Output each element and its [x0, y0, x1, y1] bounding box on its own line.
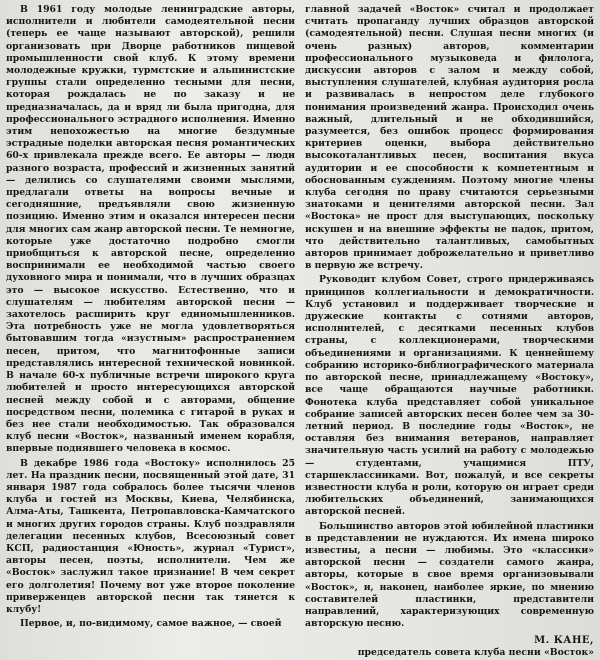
paragraph: Первое, и, по-видимому, самое важное, — своей [20, 618, 282, 630]
paragraph: В 1961 году молодые ленинградские авторы, исполнители и любители самодеятельной песни (теперь ее чаще называют авторской), решили организовать при Дворце работников пищевой промышленности свой клуб. К этому времени молодежные кружки, турмстские и альпинистские группы стали определенно тесными для песни, которая рождалась не по заказу и не предназначалась, да и вряд ли была пригодна, для профессионального эстрадного исполнения. Именно этим непохожестью на многие бездумные эстрадные поделки авторская песня романтических 60-х привлекала прежде всего. Ее авторы — люди разного возраста, профессий и жизненных занятий — делились со слушателями своими мыслями, предлагали ответы на вопросы вечные и сегодняшние, предъявляли свою жизненную позицию. Именно этим и оказался интересен песни для многих сам жанр авторской песни. Те немногие, которые уже достаточно подробно смогли приобщиться к авторской песне, определенно воспринимали ее необходимой частью своего духовного мира и понимали, что в лучших образцах это — высокое искусство. Естественно, что и слушателям — любителям авторской песни — захотелось расширить круг единомышленников. Эта потребность уже не могла удовлетворяться бытовавшим тогда «изустным» распространением песен, притом, что магнитофонные записи представлялись интересной технической новинкой. В начале 60-х публичные встречи широкого круга любителей и просто интересующихся авторской песней между собой и с авторами, общение посредством песни, полемика с гитарой в руках и без нее стали необходимостью. Так образовался клуб песни «Восток», названный именем корабля, впервые поднявшего человека в космос. [6, 4, 295, 455]
left-column [6, 4, 295, 660]
paragraph: Большинство авторов этой юбилейной пластинки в представлении не нуждаются. Их имена широко известны, а песни — любимы. Это «классики» авторской песни — создатели самого жанра, авторы, которые в свое время организовывали «Восток», и, наконец, наиболее яркие, по мнению составителей пластинки, представители направлений, характеризующих современную авторскую песню. [305, 520, 594, 630]
paragraph: Руководит клубом Совет, строго придерживаясь принципов коллегиальности и демократичности. Клуб установил и поддерживает творческие и дружеские контакты с сотнями авторов, исполнителей, с десятками песенных клубов страны, с коллекционерами, творческими объединениями и организациями. К ценнейшему собранию историко-библиографического материала по авторской песне, принадлежащему «Востоку», все чаще обращаются научные работники. Фонотека клуба представляет собой уникальное собрание записей авторских песен более чем за 30-летний период. В последние годы «Восток», не оставляя без внимания ветеранов, направляет значительную часть усилий на работу с молодежью — студентами, учащимися ПТУ, старшеклассниками. Вот, пожалуй, и все секреты известности клуба и роли, которую он играет среди любительских объединений, занимающихся авторской песней. [305, 274, 594, 518]
author-role: председатель совета клуба песни «Восток» [357, 647, 594, 659]
author-name: М. КАНЕ, [534, 635, 594, 647]
signature-block [305, 634, 594, 659]
right-column [305, 4, 594, 660]
paragraph: главной задачей «Восток» считал и продолжает считать пропаганду лучших образцов авторской (самодеятельной) песни. Слушая песни многих (и очень разных) авторов, комментарии профессионального музыковеда и филолога, дискуссии авторов с залом и между собой, выступления слушателей, клубная аудитория росла и развивалась в непростом деле глубокого понимания произведений жанра. Происходил очень важный, длительный и не обходившийся, разумеется, без ошибок процесс формирования критериев оценки, выбора действительно высокоталантливых песен, воспитания вкуса аудитории и ее способности к компетентным и обоснованным суждениям. Поэтому многие члены клуба сегодня по праву считаются серьезными знатоками и ценителями авторской песни. Зал «Востока» не прост для выступающих, поскольку искушен и на внешние эффекты не падок, притом, что действительно талантливых, самобытных авторов принимает доброжелательно и приветливо в первую же встречу. [305, 4, 594, 272]
paragraph: В декабре 1986 года «Востоку» исполнилось 25 лет. На праздник песни, посвященный этой дате, 31 января 1987 года собралось более тысячи членов клуба и гостей из Москвы, Киева, Челябинска, Алма-Аты, Ташкента, Петропавловска-Камчатского и многих других городов страны. Клуб поздравляли делегации песенных клубов, Всесоюзный совет КСП, радиостанция «Юность», журнал «Турист», авторы песен, поэты, исполнители. Чем же «Восток» заслужил такое признание! В чем секрет его долголетия! Почему вот уже второе поколение приверженцев авторской песни так тянется к клубу! [6, 457, 295, 615]
